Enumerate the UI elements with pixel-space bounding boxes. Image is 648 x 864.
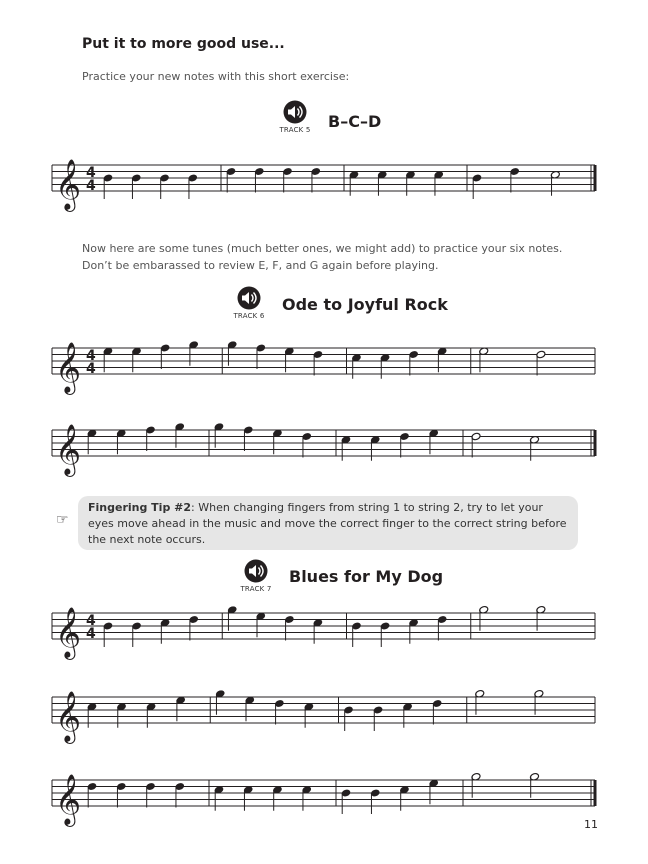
quarter-note-c xyxy=(117,702,127,727)
quarter-note-e xyxy=(132,347,142,372)
half-note-d xyxy=(536,350,546,375)
time-signature-bottom: 4 xyxy=(86,178,96,194)
quarter-note-b xyxy=(103,622,113,647)
intro-text: Practice your new notes with this short exercise: xyxy=(82,70,350,83)
quarter-note-c xyxy=(400,785,410,810)
song-title-blues: Blues for My Dog xyxy=(289,567,444,586)
quarter-note-f xyxy=(256,344,266,369)
quarter-note-c xyxy=(273,785,283,810)
half-note-g xyxy=(530,772,540,797)
staff-blues-line-1 xyxy=(50,595,600,665)
tip-label: Fingering Tip #2 xyxy=(88,501,192,514)
quarter-note-e xyxy=(429,779,439,804)
quarter-note-g xyxy=(215,689,225,714)
quarter-note-e xyxy=(87,429,97,454)
quarter-note-b xyxy=(472,174,482,199)
quarter-note-c xyxy=(377,170,387,195)
time-signature-bottom: 4 xyxy=(86,626,96,642)
quarter-note-d xyxy=(284,615,294,640)
quarter-note-b xyxy=(131,174,141,199)
half-note-g xyxy=(534,689,544,714)
quarter-note-b xyxy=(132,622,142,647)
track-label: TRACK 6 xyxy=(233,312,265,320)
quarter-note-b xyxy=(188,174,198,199)
staff-blues-line-3 xyxy=(50,762,600,832)
half-note-g xyxy=(471,772,481,797)
tip-body: : When changing fingers from string 1 to string 2, try to let your eyes move ahead in the music and move the correct finger to the correct string before the next note occurs. xyxy=(88,501,567,546)
quarter-note-g xyxy=(189,340,199,365)
quarter-note-e xyxy=(429,429,439,454)
page-number: 11 xyxy=(584,818,598,831)
quarter-note-c xyxy=(406,170,416,195)
quarter-note-c xyxy=(370,435,380,460)
quarter-note-e xyxy=(176,696,186,721)
quarter-note-d xyxy=(400,432,410,457)
speaker-icon xyxy=(244,559,268,583)
quarter-note-d xyxy=(311,167,321,192)
quarter-note-g xyxy=(227,340,237,365)
quarter-note-d xyxy=(254,167,264,192)
quarter-note-c xyxy=(146,702,156,727)
quarter-note-d xyxy=(313,350,323,375)
track-6-audio[interactable] xyxy=(219,286,279,320)
pointing-hand-icon: ☞ xyxy=(56,512,69,528)
quarter-note-d xyxy=(146,782,156,807)
quarter-note-g xyxy=(214,422,224,447)
quarter-note-c xyxy=(380,353,390,378)
quarter-note-c xyxy=(403,702,413,727)
quarter-note-d xyxy=(302,432,312,457)
quarter-note-c xyxy=(434,170,444,195)
quarter-note-d xyxy=(175,782,185,807)
quarter-note-d xyxy=(510,167,520,192)
quarter-note-c xyxy=(160,618,170,643)
quarter-note-b xyxy=(160,174,170,199)
page-heading: Put it to more good use... xyxy=(82,36,285,52)
quarter-note-d xyxy=(283,167,293,192)
quarter-note-e xyxy=(284,347,294,372)
treble-clef-icon: 𝄞 xyxy=(55,691,82,742)
quarter-note-c xyxy=(302,785,312,810)
quarter-note-b xyxy=(341,789,351,814)
half-note-d xyxy=(471,432,481,457)
quarter-note-d xyxy=(409,350,419,375)
quarter-note-c xyxy=(214,785,224,810)
staff-bcd-line-1 xyxy=(50,147,600,217)
track-label: TRACK 7 xyxy=(240,585,272,593)
staff-blues-line-2 xyxy=(50,679,600,749)
quarter-note-g xyxy=(175,422,185,447)
quarter-note-e xyxy=(256,612,266,637)
quarter-note-b xyxy=(103,174,113,199)
quarter-note-b xyxy=(373,706,383,731)
quarter-note-d xyxy=(226,167,236,192)
quarter-note-d xyxy=(274,699,284,724)
fingering-tip xyxy=(88,500,572,548)
half-note-g xyxy=(536,605,546,630)
track-label: TRACK 5 xyxy=(279,126,311,134)
speaker-icon xyxy=(283,100,307,124)
quarter-note-b xyxy=(370,789,380,814)
quarter-note-c xyxy=(349,170,359,195)
quarter-note-c xyxy=(87,702,97,727)
quarter-note-d xyxy=(432,699,442,724)
half-note-c xyxy=(550,170,560,195)
quarter-note-c xyxy=(352,353,362,378)
staff-ode-line-1 xyxy=(50,330,600,400)
half-note-e xyxy=(479,347,489,372)
quarter-note-f xyxy=(146,426,156,451)
time-signature-top: 4 xyxy=(86,613,96,629)
treble-clef-icon: 𝄞 xyxy=(55,424,82,475)
song-title-bcd: B–C–D xyxy=(328,112,382,131)
quarter-note-b xyxy=(344,706,354,731)
quarter-note-c xyxy=(304,702,314,727)
speaker-icon xyxy=(237,286,261,310)
treble-clef-icon: 𝄞 xyxy=(55,774,82,825)
quarter-note-b xyxy=(380,622,390,647)
quarter-note-d xyxy=(87,782,97,807)
quarter-note-b xyxy=(352,622,362,647)
quarter-note-e xyxy=(116,429,126,454)
treble-clef-icon: 𝄞 xyxy=(55,607,82,658)
song-title-ode: Ode to Joyful Rock xyxy=(282,295,448,314)
track-7-audio[interactable] xyxy=(226,559,286,593)
quarter-note-e xyxy=(245,696,255,721)
time-signature-top: 4 xyxy=(86,165,96,181)
track-5-audio[interactable] xyxy=(265,100,325,134)
quarter-note-c xyxy=(341,435,351,460)
staff-ode-line-2 xyxy=(50,412,600,482)
time-signature-top: 4 xyxy=(86,348,96,364)
quarter-note-e xyxy=(437,347,447,372)
quarter-note-e xyxy=(273,429,283,454)
quarter-note-d xyxy=(189,615,199,640)
quarter-note-c xyxy=(313,618,323,643)
half-note-g xyxy=(475,689,485,714)
half-note-g xyxy=(479,605,489,630)
treble-clef-icon: 𝄞 xyxy=(55,159,82,210)
quarter-note-c xyxy=(243,785,253,810)
quarter-note-f xyxy=(243,426,253,451)
quarter-note-d xyxy=(116,782,126,807)
quarter-note-e xyxy=(103,347,113,372)
time-signature-bottom: 4 xyxy=(86,361,96,377)
instruction-paragraph: Now here are some tunes (much better ones, we might add) to practice your six notes. Don’t be embarassed to review E, F, and G again before playing. xyxy=(82,242,563,272)
half-note-c xyxy=(530,435,540,460)
quarter-note-g xyxy=(227,605,237,630)
quarter-note-f xyxy=(160,344,170,369)
quarter-note-d xyxy=(437,615,447,640)
quarter-note-c xyxy=(409,618,419,643)
treble-clef-icon: 𝄞 xyxy=(55,342,82,393)
